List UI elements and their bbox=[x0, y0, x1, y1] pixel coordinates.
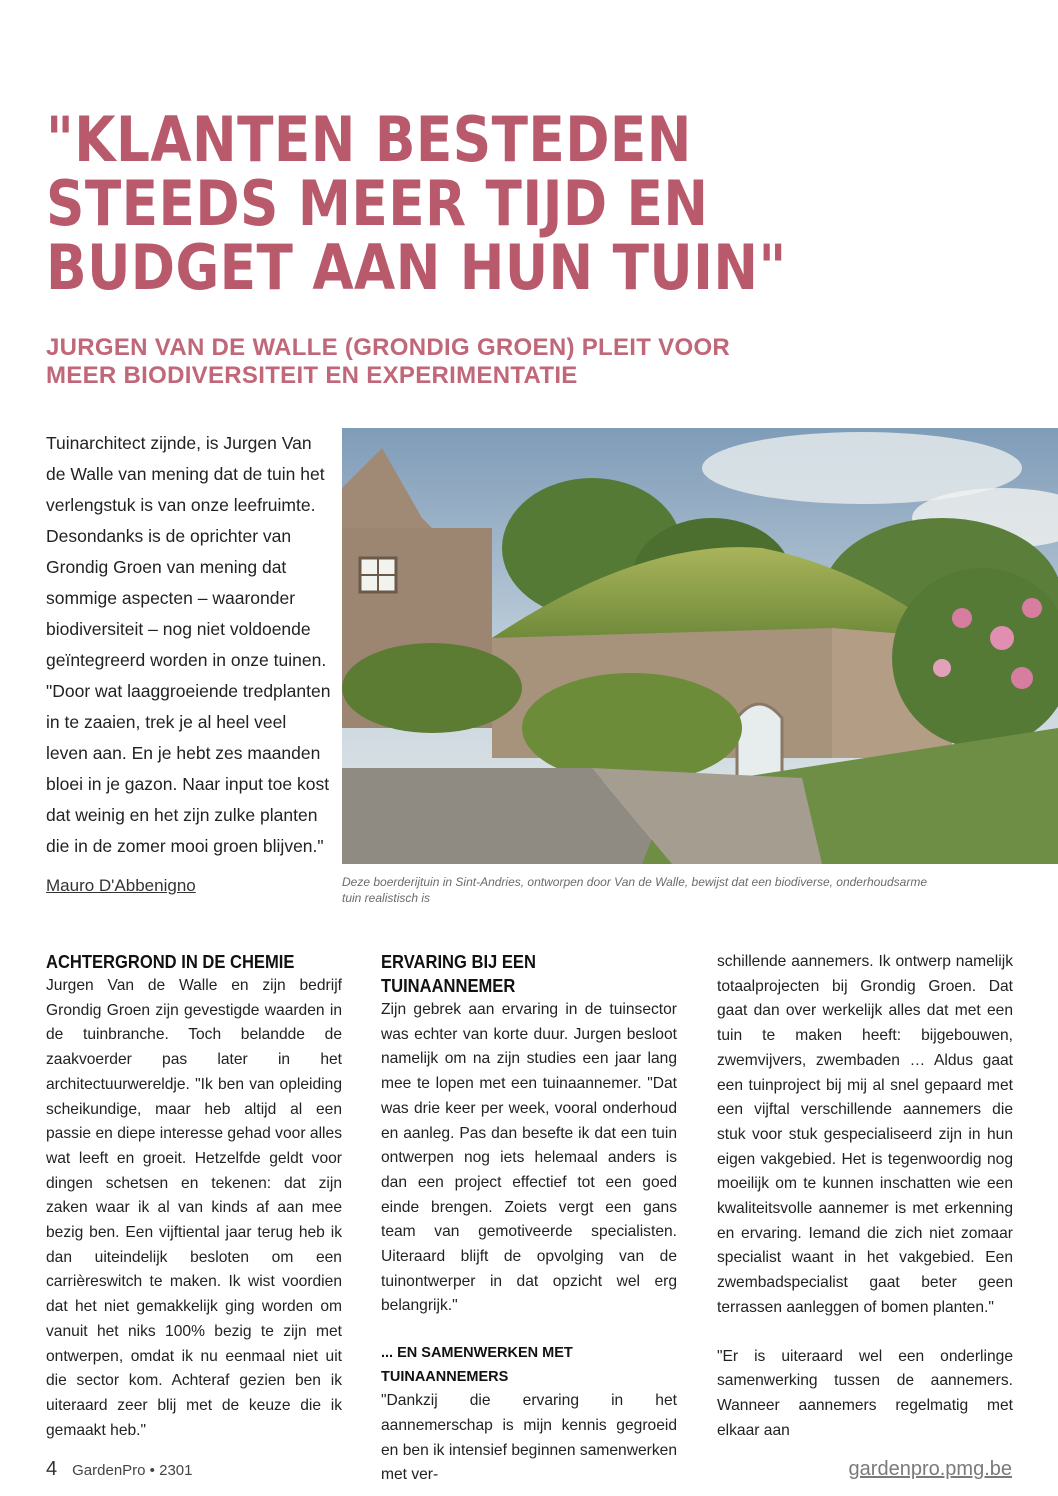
section-text-background: Jurgen Van de Walle en zijn bedrijf Grondig Groen zijn gevestigde waarden in de tuinbranche. Toch belandde de zaakvoerder pas later in het architectuurwereldje. "Ik ben van opleiding scheikundige, maar heb altijd al een passie en diepe interesse gehad voor alles wat leeft en groeit. Hetzelfde geldt voor dingen schetsen en tekenen: dat zijn zaken waar ik al van kinds af aan mee bezig ben. Een vijftiental jaar terug heb ik dan uiteindelijk besloten om een carrièreswitch te maken. Ik wist voordien dat het niet gemakkelijk ging worden om vanuit het niks 100% bezig te zijn met ontwerpen, omdat ik nu eenmaal niet uit die sector kom. Achteraf gezien ben ik uiteraard zeer blij met de keuze die ik gemaakt heb." bbox=[46, 977, 342, 1439]
column-3 bbox=[717, 950, 1013, 1443]
section-text-collaboration: "Dankzij die ervaring in het aannemerschap is mijn kennis gegroeid en ben ik intensief beginnen samenwerken met ver- bbox=[381, 1392, 677, 1484]
magazine-issue: GardenPro • 2301 bbox=[72, 1462, 193, 1479]
intro-paragraph bbox=[46, 428, 332, 862]
column-2 bbox=[381, 950, 677, 1488]
subtitle: JURGEN VAN DE WALLE (GRONDIG GROEN) PLEIT VOOR MEER BIODIVERSITEIT EN EXPERIMENTATIE bbox=[46, 334, 731, 389]
author-link[interactable]: Mauro D'Abbenigno bbox=[46, 876, 196, 895]
intro-text: Tuinarchitect zijnde, is Jurgen Van de Walle van mening dat de tuin het verlengstuk is van onze leefruimte. Desondanks is de oprichter van Grondig Groen van mening dat sommige aspecten – waaronder biodiversiteit – nog niet voldoende geïntegreerd worden in onze tuinen. "Door wat laaggroeiende tredplanten in te zaaien, trek je al heel veel leven aan. En je hebt zes maanden bloei in je gazon. Naar input toe kost dat weinig en het zijn zulke planten die in de zomer mooi groen blijven." bbox=[46, 433, 331, 856]
section-text-collaboration-flow: schillende aannemers. Ik ontwerp namelijk totaalprojecten bij Grondig Groen. Dat gaat dan over werkelijk alles dat met een tuin te maken heeft: bijgebouwen, zwemvijvers, zwembaden … Aldus gaat een tuinproject bij mij al snel gepaard met een vijftal verschillende aannemers die stuk voor stuk gespecialiseerd zijn in hun eigen vakgebied. Het is tegenwoordig nog moeilijk om te kunnen inschatten wie een kwaliteitsvolle aannemer is met erkenning en ervaring. Iemand die zich niet zomaar specialist waant in het vakgebied. Een zwembadspecialist gaat beter geen terrassen aanleggen of bomen planten." bbox=[717, 953, 1013, 1316]
section-text-collaboration-continued: "Er is uiteraard wel een onderlinge samenwerking tussen de aannemers. Wanneer aannemers regelmatig met elkaar aan bbox=[717, 1347, 1013, 1439]
headline: "KLANTEN BESTEDEN STEEDS MEER TIJD EN BUDGET AAN HUN TUIN" bbox=[46, 103, 787, 304]
section-text-experience: Zijn gebrek aan ervaring in de tuinsector was echter van korte duur. Jurgen besloot namelijk om na zijn studies een jaar lang mee te lopen met een tuinaannemer. "Dat was drie keer per week, vooral onderhoud en aanleg. Pas dan besefte ik dat een tuin ontwerpen nog iets helemaal anders is dan een project effectief tot een goed einde brengen. Zoiets vergt een gans team van gemotiveerde specialisten. Uiteraard blijft de opvolging van de tuinontwerper in dat opzicht wel erg belangrijk." bbox=[381, 1001, 677, 1315]
column-1 bbox=[46, 950, 342, 1443]
photo-caption: Deze boerderijtuin in Sint-Andries, ontworpen door Van de Walle, bewijst dat een biodiverse, onderhoudsarme tuin realistisch is bbox=[342, 875, 928, 905]
section-heading-background: ACHTERGROND IN DE CHEMIE bbox=[46, 952, 295, 972]
section-heading-collaboration: ... EN SAMENWERKEN MET TUINAANNEMERS bbox=[381, 1345, 573, 1386]
photo-illustration bbox=[342, 428, 1058, 864]
website-link[interactable]: gardenpro.pmg.be bbox=[848, 1458, 1012, 1480]
footer-left bbox=[46, 1458, 192, 1481]
section-heading-experience: ERVARING BIJ EEN TUINAANNEMER bbox=[381, 952, 536, 996]
farmhouse-garden-photo bbox=[342, 428, 1058, 864]
page-number: 4 bbox=[46, 1458, 58, 1480]
